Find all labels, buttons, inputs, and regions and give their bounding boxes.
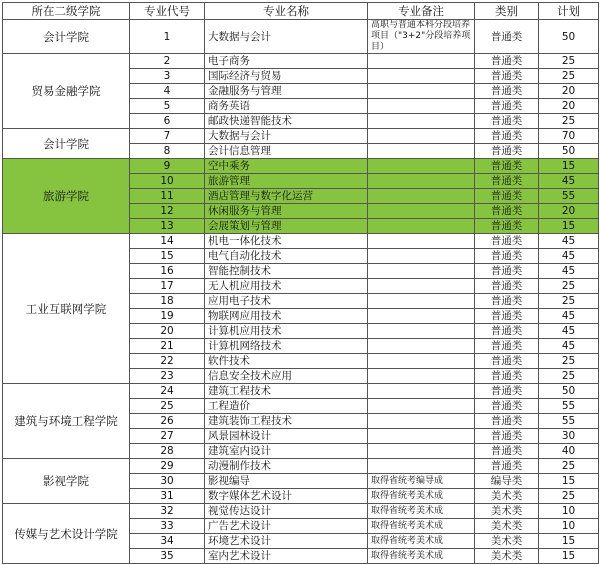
- plan-cell: 15: [539, 159, 599, 174]
- plan-cell: 25: [539, 489, 599, 504]
- note-cell: [368, 369, 475, 384]
- note-cell: [368, 264, 475, 279]
- header-note: 专业备注: [368, 3, 475, 20]
- table-header-row: [3, 3, 599, 20]
- plan-cell: 50: [539, 144, 599, 159]
- code-cell: 5: [130, 99, 205, 114]
- college-cell: 旅游学院: [3, 159, 130, 234]
- code-cell: 11: [130, 189, 205, 204]
- category-cell: 编导类: [475, 474, 539, 489]
- category-cell: 普通类: [475, 174, 539, 189]
- note-cell: [368, 99, 475, 114]
- category-cell: 普通类: [475, 99, 539, 114]
- header-plan: 计划: [539, 3, 599, 20]
- table-row: [3, 459, 599, 474]
- code-cell: 35: [130, 549, 205, 564]
- name-cell: 工程造价: [205, 399, 368, 414]
- code-cell: 27: [130, 429, 205, 444]
- name-cell: 计算机应用技术: [205, 324, 368, 339]
- note-cell: [368, 159, 475, 174]
- plan-cell: 45: [539, 309, 599, 324]
- table-row: [3, 234, 599, 249]
- code-cell: 28: [130, 444, 205, 459]
- plan-cell: 25: [539, 354, 599, 369]
- header-code: 专业代号: [130, 3, 205, 20]
- code-cell: 22: [130, 354, 205, 369]
- plan-cell: 40: [539, 444, 599, 459]
- name-cell: 大数据与会计: [205, 20, 368, 54]
- category-cell: 美术类: [475, 504, 539, 519]
- college-cell: 工业互联网学院: [3, 234, 130, 384]
- code-cell: 32: [130, 504, 205, 519]
- plan-cell: 45: [539, 324, 599, 339]
- code-cell: 23: [130, 369, 205, 384]
- plan-cell: 25: [539, 369, 599, 384]
- code-cell: 33: [130, 519, 205, 534]
- name-cell: 室内艺术设计: [205, 549, 368, 564]
- name-cell: 电气自动化技术: [205, 249, 368, 264]
- code-cell: 4: [130, 84, 205, 99]
- note-cell: [368, 459, 475, 474]
- category-cell: 普通类: [475, 129, 539, 144]
- plan-cell: 25: [539, 114, 599, 129]
- plan-cell: 45: [539, 174, 599, 189]
- category-cell: 普通类: [475, 399, 539, 414]
- note-cell: [368, 294, 475, 309]
- category-cell: 普通类: [475, 414, 539, 429]
- table-row: [3, 54, 599, 69]
- header-category: 类别: [475, 3, 539, 20]
- plan-cell: 15: [539, 534, 599, 549]
- table-row: [3, 129, 599, 144]
- plan-cell: 50: [539, 384, 599, 399]
- code-cell: 7: [130, 129, 205, 144]
- name-cell: 空中乘务: [205, 159, 368, 174]
- plan-cell: 55: [539, 414, 599, 429]
- name-cell: 建筑工程技术: [205, 384, 368, 399]
- category-cell: 普通类: [475, 84, 539, 99]
- plan-cell: 25: [539, 69, 599, 84]
- category-cell: 普通类: [475, 20, 539, 54]
- note-cell: [368, 144, 475, 159]
- plan-cell: 70: [539, 129, 599, 144]
- code-cell: 6: [130, 114, 205, 129]
- category-cell: 普通类: [475, 354, 539, 369]
- note-cell: [368, 174, 475, 189]
- code-cell: 9: [130, 159, 205, 174]
- name-cell: 视觉传达设计: [205, 504, 368, 519]
- note-cell: 取得省统考美术成: [368, 504, 475, 519]
- code-cell: 16: [130, 264, 205, 279]
- category-cell: 普通类: [475, 459, 539, 474]
- category-cell: 普通类: [475, 429, 539, 444]
- college-cell: 建筑与环境工程学院: [3, 384, 130, 459]
- category-cell: 美术类: [475, 534, 539, 549]
- name-cell: 商务英语: [205, 99, 368, 114]
- code-cell: 2: [130, 54, 205, 69]
- table-row: [3, 20, 599, 54]
- code-cell: 3: [130, 69, 205, 84]
- plan-cell: 10: [539, 519, 599, 534]
- note-cell: [368, 279, 475, 294]
- plan-cell: 10: [539, 504, 599, 519]
- plan-cell: 15: [539, 219, 599, 234]
- category-cell: 普通类: [475, 369, 539, 384]
- category-cell: 普通类: [475, 189, 539, 204]
- note-cell: [368, 339, 475, 354]
- name-cell: 电子商务: [205, 54, 368, 69]
- plan-cell: 25: [539, 459, 599, 474]
- name-cell: 国际经济与贸易: [205, 69, 368, 84]
- plan-cell: 20: [539, 204, 599, 219]
- code-cell: 17: [130, 279, 205, 294]
- name-cell: 会计信息管理: [205, 144, 368, 159]
- name-cell: 旅游管理: [205, 174, 368, 189]
- category-cell: 普通类: [475, 309, 539, 324]
- code-cell: 1: [130, 20, 205, 54]
- code-cell: 21: [130, 339, 205, 354]
- note-cell: [368, 414, 475, 429]
- code-cell: 20: [130, 324, 205, 339]
- name-cell: 影视编导: [205, 474, 368, 489]
- college-cell: 贸易金融学院: [3, 54, 130, 129]
- name-cell: 大数据与会计: [205, 129, 368, 144]
- code-cell: 14: [130, 234, 205, 249]
- table-row: [3, 159, 599, 174]
- note-cell: [368, 204, 475, 219]
- note-cell: [368, 249, 475, 264]
- plan-cell: 15: [539, 474, 599, 489]
- category-cell: 普通类: [475, 219, 539, 234]
- category-cell: 普通类: [475, 294, 539, 309]
- code-cell: 13: [130, 219, 205, 234]
- category-cell: 普通类: [475, 324, 539, 339]
- name-cell: 建筑装饰工程技术: [205, 414, 368, 429]
- category-cell: 普通类: [475, 144, 539, 159]
- note-cell: [368, 429, 475, 444]
- note-cell: [368, 189, 475, 204]
- category-cell: 普通类: [475, 114, 539, 129]
- note-cell: 取得省统考美术成: [368, 534, 475, 549]
- category-cell: 普通类: [475, 54, 539, 69]
- name-cell: 计算机网络技术: [205, 339, 368, 354]
- code-cell: 8: [130, 144, 205, 159]
- note-cell: [368, 234, 475, 249]
- college-cell: 会计学院: [3, 20, 130, 54]
- name-cell: 环境艺术设计: [205, 534, 368, 549]
- category-cell: 普通类: [475, 204, 539, 219]
- code-cell: 31: [130, 489, 205, 504]
- table-row: [3, 384, 599, 399]
- plan-cell: 45: [539, 339, 599, 354]
- code-cell: 26: [130, 414, 205, 429]
- note-cell: [368, 354, 475, 369]
- plan-cell: 45: [539, 249, 599, 264]
- code-cell: 12: [130, 204, 205, 219]
- plan-cell: 20: [539, 99, 599, 114]
- name-cell: 广告艺术设计: [205, 519, 368, 534]
- code-cell: 34: [130, 534, 205, 549]
- enrollment-plan-table: [2, 2, 599, 564]
- name-cell: 酒店管理与数字化运营: [205, 189, 368, 204]
- name-cell: 动漫制作技术: [205, 459, 368, 474]
- name-cell: 物联网应用技术: [205, 309, 368, 324]
- category-cell: 美术类: [475, 489, 539, 504]
- plan-cell: 45: [539, 264, 599, 279]
- name-cell: 无人机应用技术: [205, 279, 368, 294]
- plan-cell: 45: [539, 234, 599, 249]
- plan-cell: 15: [539, 549, 599, 564]
- note-cell: [368, 69, 475, 84]
- name-cell: 机电一体化技术: [205, 234, 368, 249]
- category-cell: 普通类: [475, 339, 539, 354]
- category-cell: 普通类: [475, 384, 539, 399]
- plan-cell: 25: [539, 294, 599, 309]
- note-cell: [368, 129, 475, 144]
- code-cell: 15: [130, 249, 205, 264]
- note-cell: 取得省统考美术成: [368, 549, 475, 564]
- header-college: 所在二级学院: [3, 3, 130, 20]
- code-cell: 24: [130, 384, 205, 399]
- category-cell: 普通类: [475, 279, 539, 294]
- name-cell: 邮政快递智能技术: [205, 114, 368, 129]
- name-cell: 会展策划与管理: [205, 219, 368, 234]
- name-cell: 信息安全技术应用: [205, 369, 368, 384]
- note-cell: [368, 309, 475, 324]
- name-cell: 休闲服务与管理: [205, 204, 368, 219]
- category-cell: 普通类: [475, 264, 539, 279]
- note-cell: 取得省统考编导成: [368, 474, 475, 489]
- name-cell: 数字媒体艺术设计: [205, 489, 368, 504]
- note-cell: 取得省统考美术成: [368, 519, 475, 534]
- plan-cell: 30: [539, 429, 599, 444]
- name-cell: 风景园林设计: [205, 429, 368, 444]
- category-cell: 美术类: [475, 519, 539, 534]
- college-cell: 会计学院: [3, 129, 130, 159]
- header-name: 专业名称: [205, 3, 368, 20]
- note-cell: [368, 444, 475, 459]
- plan-cell: 55: [539, 189, 599, 204]
- college-cell: 影视学院: [3, 459, 130, 504]
- college-cell: 传媒与艺术设计学院: [3, 504, 130, 564]
- name-cell: 智能控制技术: [205, 264, 368, 279]
- note-cell: 取得省统考美术成: [368, 489, 475, 504]
- category-cell: 普通类: [475, 159, 539, 174]
- name-cell: 建筑室内设计: [205, 444, 368, 459]
- code-cell: 29: [130, 459, 205, 474]
- code-cell: 30: [130, 474, 205, 489]
- code-cell: 19: [130, 309, 205, 324]
- code-cell: 25: [130, 399, 205, 414]
- name-cell: 软件技术: [205, 354, 368, 369]
- category-cell: 普通类: [475, 249, 539, 264]
- plan-cell: 50: [539, 20, 599, 54]
- plan-cell: 20: [539, 84, 599, 99]
- plan-cell: 25: [539, 279, 599, 294]
- plan-cell: 55: [539, 399, 599, 414]
- category-cell: 普通类: [475, 69, 539, 84]
- note-cell: 高职与普通本科分段培养项目（"3+2"分段培养项目）: [368, 20, 475, 54]
- category-cell: 美术类: [475, 549, 539, 564]
- category-cell: 普通类: [475, 444, 539, 459]
- code-cell: 18: [130, 294, 205, 309]
- code-cell: 10: [130, 174, 205, 189]
- name-cell: 应用电子技术: [205, 294, 368, 309]
- name-cell: 金融服务与管理: [205, 84, 368, 99]
- note-cell: [368, 219, 475, 234]
- category-cell: 普通类: [475, 234, 539, 249]
- table-row: [3, 504, 599, 519]
- note-cell: [368, 384, 475, 399]
- plan-cell: 25: [539, 54, 599, 69]
- note-cell: [368, 399, 475, 414]
- note-cell: [368, 54, 475, 69]
- note-cell: [368, 84, 475, 99]
- note-cell: [368, 324, 475, 339]
- note-cell: [368, 114, 475, 129]
